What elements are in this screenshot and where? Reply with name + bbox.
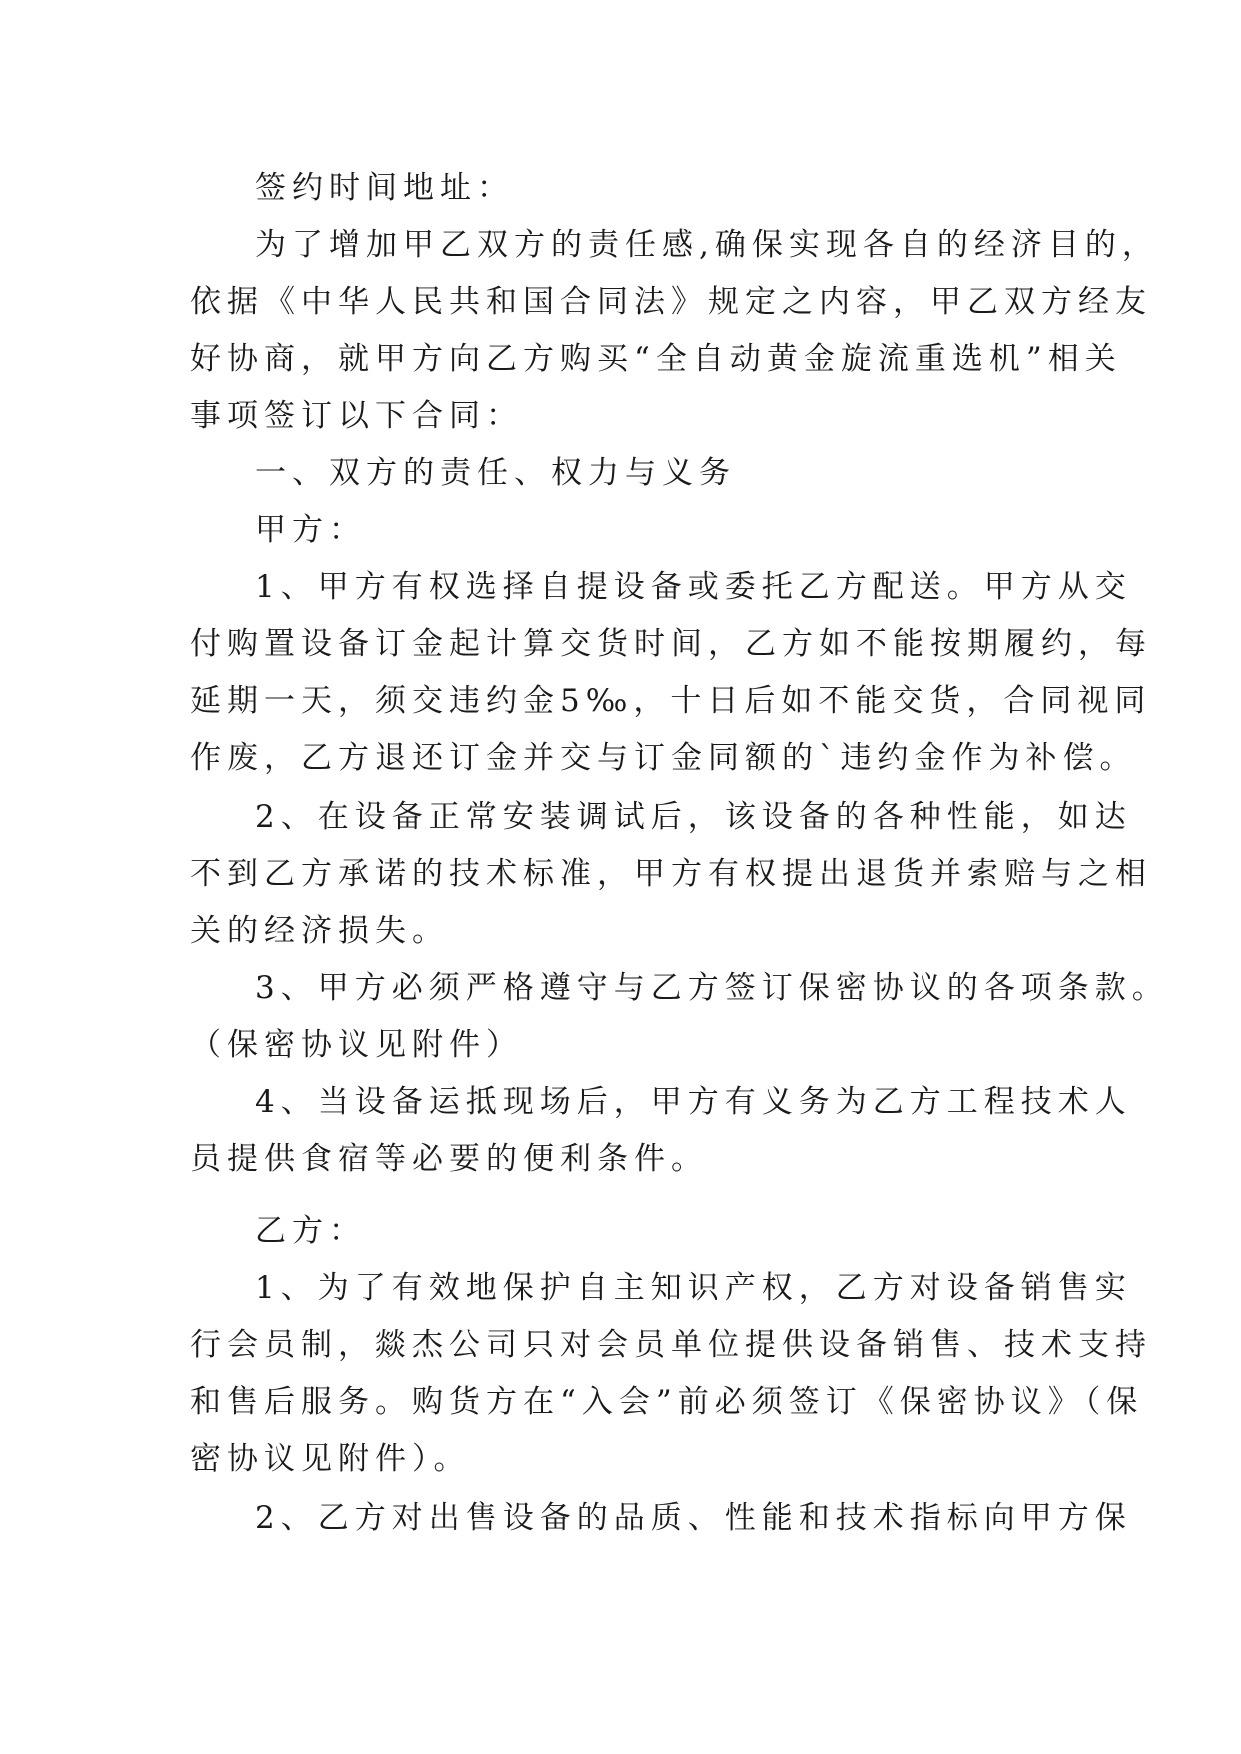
paragraph-purpose-line-4: 事项签订以下合同： <box>190 398 523 434</box>
party-a-clause-1-line-4: 作废，乙方退还订金并交与订金同额的`违约金作为补偿。 <box>190 740 1137 776</box>
party-b-clause-1-line-4: 密协议见附件）。 <box>190 1441 471 1477</box>
party-a-clause-2-line-1: 2、在设备正常安装调试后，该设备的各种性能，如达 <box>255 799 1132 835</box>
party-a-clause-2-line-3: 关的经济损失。 <box>190 913 449 949</box>
paragraph-purpose-line-2: 依据《中华人民共和国合同法》规定之内容，甲乙双方经友 <box>190 284 1152 320</box>
party-b-heading: 乙方： <box>255 1213 366 1249</box>
party-b-clause-1-line-2: 行会员制，燚杰公司只对会员单位提供设备销售、技术支持 <box>190 1327 1152 1363</box>
party-b-clause-1-line-1: 1、为了有效地保护自主知识产权，乙方对设备销售实 <box>255 1270 1132 1306</box>
party-a-clause-4-line-1: 4、当设备运抵现场后，甲方有义务为乙方工程技术人 <box>255 1084 1132 1120</box>
party-b-clause-1-line-3: 和售后服务。购货方在“入会”前必须签订《保密协议》（保 <box>190 1384 1144 1420</box>
section-heading-responsibilities: 一、双方的责任、权力与义务 <box>255 455 736 491</box>
party-a-clause-3-line-1: 3、甲方必须严格遵守与乙方签订保密协议的各项条款。 <box>255 970 1169 1006</box>
party-a-heading: 甲方： <box>255 512 366 548</box>
paragraph-purpose-line-3: 好协商，就甲方向乙方购买“全自动黄金旋流重选机”相关 <box>190 341 1122 377</box>
party-a-clause-1-line-3: 延期一天，须交违约金5‰，十日后如不能交货，合同视同 <box>190 683 1152 719</box>
party-b-clause-2-line-1: 2、乙方对出售设备的品质、性能和技术指标向甲方保 <box>255 1500 1132 1536</box>
party-a-clause-4-line-2: 员提供食宿等必要的便利条件。 <box>190 1141 708 1177</box>
party-a-clause-3-line-2: （保密协议见附件） <box>190 1027 523 1063</box>
party-a-clause-1-line-1: 1、甲方有权选择自提设备或委托乙方配送。甲方从交 <box>255 569 1132 605</box>
signing-time-address-label: 签约时间地址： <box>255 170 514 206</box>
party-a-clause-2-line-2: 不到乙方承诺的技术标准，甲方有权提出退货并索赔与之相 <box>190 856 1152 892</box>
paragraph-purpose-line-1: 为了增加甲乙双方的责任感,确保实现各自的经济目的， <box>255 227 1159 263</box>
party-a-clause-1-line-2: 付购置设备订金起计算交货时间，乙方如不能按期履约，每 <box>190 626 1152 662</box>
